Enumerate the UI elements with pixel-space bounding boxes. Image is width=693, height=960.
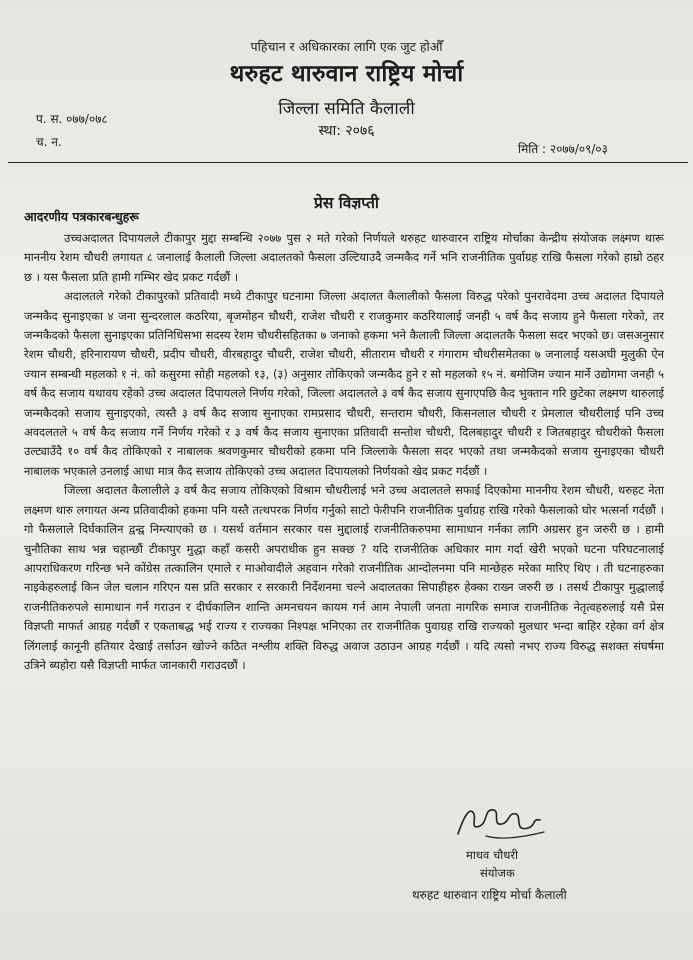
committee-name: जिल्ला समिति कैलाली (278, 99, 415, 119)
document-body (24, 229, 664, 675)
dispatch-number: च. न. (36, 135, 62, 149)
reference-number: प. स. ०७७/०७८ (36, 112, 108, 126)
organization-name: थरुहट थारुवान राष्ट्रिय मोर्चा (229, 61, 464, 87)
body-paragraph-1: उच्चअदालत दिपायलले टीकापुर मुद्दा सम्बन्धि २०७७ पुस २ मते गरेको निर्णयले थरुहट थारुवारन राष्ट्रिय मोर्चाका केन्द्रीय संयोजक लक्ष्मण थारू माननीय रेशम चौधरी लगायत ८ जनालाई कैलाली जिल्ला अदालतको फैसला उल्टियाउदै जन्मकैद गर्ने भनि राजनीतिक पुर्वाग्रह राखि फैसला गरेको हाम्रो ठहर छ । यस फैसला प्रति हामी गम्भिर खेद प्रकट गर्दछौं । (24, 231, 664, 284)
signatory-designation: संयोजक (480, 866, 515, 880)
header-divider (8, 162, 688, 163)
signatory-organization: थरुहट थारुवान राष्ट्रिय मोर्चा कैलाली (412, 888, 567, 902)
document-date: मिति : २०७७/०९/०३ (518, 142, 608, 156)
signatory-name: माधव चौधरी (466, 848, 519, 862)
signature-mark (440, 796, 580, 846)
tagline: पहिचान र अधिकारका लागि एक जुट होऔँ (250, 39, 443, 54)
body-paragraph-3: जिल्ला अदालत कैलालीले ३ वर्ष कैद सजाय तोकिएको विश्राम चौधरीलाई भने उच्च अदालतले सफाई दिएकोमा माननीय रेशम चौधरी, थरुहट नेता लक्ष्मण थारु लगायत अन्य प्रतिवादीको हकमा पनि यस्तै तत्थपरक निर्णय गर्नुको साटो फेरीपनि राजनीतिक पुर्वाग्रह राखि गरेको फैसलाको घोर भत्सर्ना गर्दछौं । गो फैसलाले दिर्घकालिन द्वन्द्व निम्त्याएको छ । यसर्थ वर्तमान सरकार यस मुद्दालाई राजनीतिकरुपमा सामाधान गर्नका लागि अग्रसर हुन जरुरी छ । हामी चुनौतिका साथ भन्न चहान्छौं टीकापुर मुद्धा कहाँ कसरी अपराधीक हुन सक्छ ? यदि राजनीतिक अधिकार माग गर्दा खेरी भएको घटना परिघटनालाई आपराधिकरण गरिन्छ भने कोंग्रेस तत्कालिन एमाले र माओवादीले अहवान गरेको राजनीतिक आन्दोलनमा पनि मान्छेहरु मरेका मारिए थिए । ती घटनाहरुका नाइकेहरुलाई किन जेल चलान गरिएन यस प्रति सरकार र सरकारी निर्देशनमा चल्ने अदालतका सिपाहीहरु हेक्का राख्न जरुरी छ । तसर्थ टीकापुर मुद्धालाई राजनीतिकरुपले सामाधान गर्न गराउन र दीर्घकालिन शान्ति अमनचयन कायम गर्न आम नेपाली जनता नागरिक समाज राजनीतिक नेतृत्वहरुलाई यसै प्रेस विज्ञप्ती माफर्त आग्रह गर्दछौं र एकताबद्ध भई राज्य र राज्यका निश्पक्ष भनिएका तर राजनीतिक पुवाग्रह राखि राज्यको मुलधार भन्दा बाहिर रहेका वर्ग क्षेत्र लिंगलाई कानूनी हतियार देखाई तर्साउन खोज्ने कठित नश्लीय शक्ति विरुद्ध अवाज उठाउन आग्रह गर्दछौं । यदि त्यसो नभए राज्य विरुद्ध सशक्त संघर्षमा उत्रिने ब्यहोरा यसै विज्ञप्ती मार्फत जानकारी गराउदछौं । (24, 483, 664, 672)
established-year: स्था: २०७६ (318, 123, 375, 139)
document-title: प्रेस विज्ञप्ती (314, 194, 379, 212)
salutation: आदरणीय पत्रकारबन्धुहरू (24, 209, 139, 224)
handwritten-signature (440, 796, 580, 846)
body-paragraph-2: अदालतले गरेको टीकापुरको प्रतिवादी मध्ये टीकापुर घटनामा जिल्ला अदालत कैलालीको फैसला विरुद्ध परेको पुनरावेदमा उच्च अदालत दिपायले जन्मकैद सुनाइएका ४ जना सुन्दरलाल कठरिया, बृजमोहन चौधरी, राजेश चौधरी र राजकुमार कठरियालाई जनही ५ वर्ष कैद सजाय हुने फैसला गरेको, तर जन्मकैदको फैसला सुनाइएका प्रतिनिधिसभा सदस्य रेशम चौधरीसहितका ७ जनाको हकमा भने कैलाली जिल्ला अदालतकै फैसला सदर भएको छ। जसअनुसार रेशम चौधरी, हरिनारायण चौधरी, प्रदीप चौधरी, वीरबहादुर चौधरी, राजेश चौधरी, सीताराम चौधरी र गंगाराम चौधरीसमेतका ७ जनालाई यसअघी मुलुकी ऐन ज्यान सम्बन्धी महलको १ नं. को कसुरमा सोही महलको १३, (३) अनुसार तोकिएको जन्मकैद हुने र सो महलको १५ नं. बमोजिम ज्यान मार्ने उद्योगमा जनही ५ वर्ष कैद सजाय यथावय रहेको उच्च अदालत दिपायलले निर्णय गरेको, जिल्ला अदालतले ३ वर्ष कैद सजाय सुनाएपछि कैद भुक्तान गरि छुटेका लक्ष्मण थारुलाई जन्मकैदको सजाय सुनाइएको, त्यस्तै ३ वर्ष कैद सजाय सुनाएका रामप्रसाद चौधरी, सन्तराम चौधरी, किसनलाल चौधरी र प्रेमलाल चौधरीलाई पनि उच्च अवदलतले ५ वर्ष कैद सजाय गर्ने निर्णय गरेको र ३ वर्ष कैद सजाय सुनाएका प्रतिवादी सन्तोश चौधरी, दिलबहादुर चौधरी र जितबहादुर चौधरीको फैसला उल्ट्याउँदै १० वर्ष कैद तोकिएको र नाबालक श्रवणकुमार चौधरीको हकमा पनि जिल्लाके फैसला सदर भएको तथा जन्मकैदको सजाय सुनाइएका चौधरी नाबालक भएकाले उनलाई आधा मात्र कैद सजाय तोकिएको उच्च अदालत दिपायलको निर्णयको खेद प्रकट गर्दछौं । (24, 289, 664, 478)
